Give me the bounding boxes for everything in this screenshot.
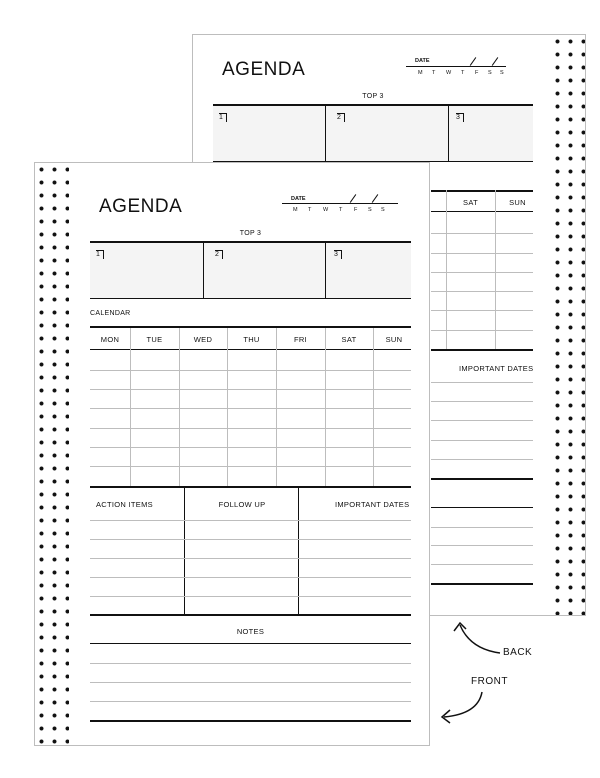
calendar-day-sat: SAT [463,198,478,207]
important-dates-line [431,440,533,441]
weekday-letter: S [500,70,504,76]
calendar-col-divider [325,328,326,486]
notes-line [431,564,533,565]
important-dates-line [431,401,533,402]
top3-label: TOP 3 [239,230,262,237]
date-slash-icon [470,57,477,66]
calendar-col-divider [179,328,180,486]
list-line [90,520,411,521]
list-line [90,558,411,559]
calendar-day-tue: TUE [146,335,163,344]
priority-number-2: 2 [215,250,223,259]
calendar-row-line [431,253,533,254]
priority-number-2: 2 [337,113,345,122]
action-items-label: ACTION ITEMS [96,500,153,509]
follow-up-label: FOLLOW UP [218,500,266,509]
calendar-header-rule [90,349,411,350]
front-page [34,162,430,746]
section-rule [431,478,533,480]
weekday-letter: M [418,70,423,76]
priority-divider [325,243,326,298]
date-label: DATE [291,196,306,202]
calendar-day-thu: THU [243,335,260,344]
page-title: AGENDA [99,196,183,217]
list-line [90,596,411,597]
calendar-col-divider [495,190,496,350]
weekday-letter: S [488,70,492,76]
list-line [90,539,411,540]
calendar-col-divider [276,328,277,486]
priority-box [90,243,411,298]
calendar-col-divider [373,328,374,486]
weekday-letter: W [446,70,452,76]
calendar-row-line [431,291,533,292]
notes-rule [90,643,411,644]
front-label: FRONT [471,676,508,687]
priority-number-3: 3 [456,113,464,122]
section-rule [90,614,411,616]
top3-rule [90,298,411,299]
calendar-day-sun: SUN [385,335,403,344]
priority-divider [325,106,326,161]
notes-bottom-rule [90,720,411,722]
calendar-day-fri: FRI [294,335,307,344]
calendar-row-line [431,272,533,273]
notes-line [431,545,533,546]
calendar-top-rule [90,326,411,328]
calendar-row-line [90,466,411,467]
important-dates-label: IMPORTANT DATES [335,500,410,509]
weekday-letter: T [461,70,465,76]
date-label: DATE [415,58,430,64]
date-slash-icon [492,57,499,66]
weekday-letter: T [308,207,312,213]
priority-box [213,106,533,161]
priority-divider [203,243,204,298]
weekday-letter: S [368,207,372,213]
important-dates-line [431,382,533,383]
calendar-day-sat: SAT [341,335,357,344]
list-line [90,577,411,578]
polka-dot-border [551,35,585,615]
calendar-row-line [90,447,411,448]
important-dates-label: IMPORTANT DATES [459,364,534,373]
important-dates-line [431,459,533,460]
calendar-col-divider [130,328,131,486]
polka-dot-border [35,163,69,745]
calendar-row-line [431,310,533,311]
notes-line [431,527,533,528]
date-line [282,203,398,204]
weekday-letter: F [354,207,358,213]
calendar-row-line [90,370,411,371]
date-slash-icon [350,194,357,203]
calendar-row-line [431,330,533,331]
calendar-day-mon: MON [100,335,120,344]
notes-line [90,663,411,664]
calendar-row-line [90,408,411,409]
calendar-day-sun: SUN [509,198,526,207]
calendar-row-line [431,233,533,234]
priority-number-1: 1 [96,250,104,259]
weekday-letter: F [475,70,479,76]
calendar-bottom-rule [431,349,533,351]
weekday-letter: M [293,207,298,213]
important-dates-line [431,420,533,421]
notes-line [90,682,411,683]
weekday-letter: T [339,207,343,213]
priority-number-1: 1 [219,113,227,122]
calendar-row-line [90,428,411,429]
top3-label: TOP 3 [362,93,384,100]
date-line [406,66,506,67]
notes-label: NOTES [236,627,265,636]
notes-line [90,701,411,702]
calendar-col-divider [227,328,228,486]
front-arrow-icon [436,686,496,736]
notes-line [431,507,533,508]
priority-number-3: 3 [334,250,342,259]
page-title: AGENDA [222,59,306,80]
calendar-row-line [90,389,411,390]
back-label: BACK [503,647,533,658]
section-rule [431,583,533,585]
weekday-letter: T [432,70,436,76]
calendar-bottom-rule [90,486,411,488]
date-slash-icon [372,194,379,203]
calendar-label: CALENDAR [90,310,131,317]
priority-divider [448,106,449,161]
calendar-day-wed: WED [193,335,213,344]
weekday-letter: W [323,207,329,213]
weekday-letter: S [381,207,385,213]
calendar-col-divider [446,190,447,350]
